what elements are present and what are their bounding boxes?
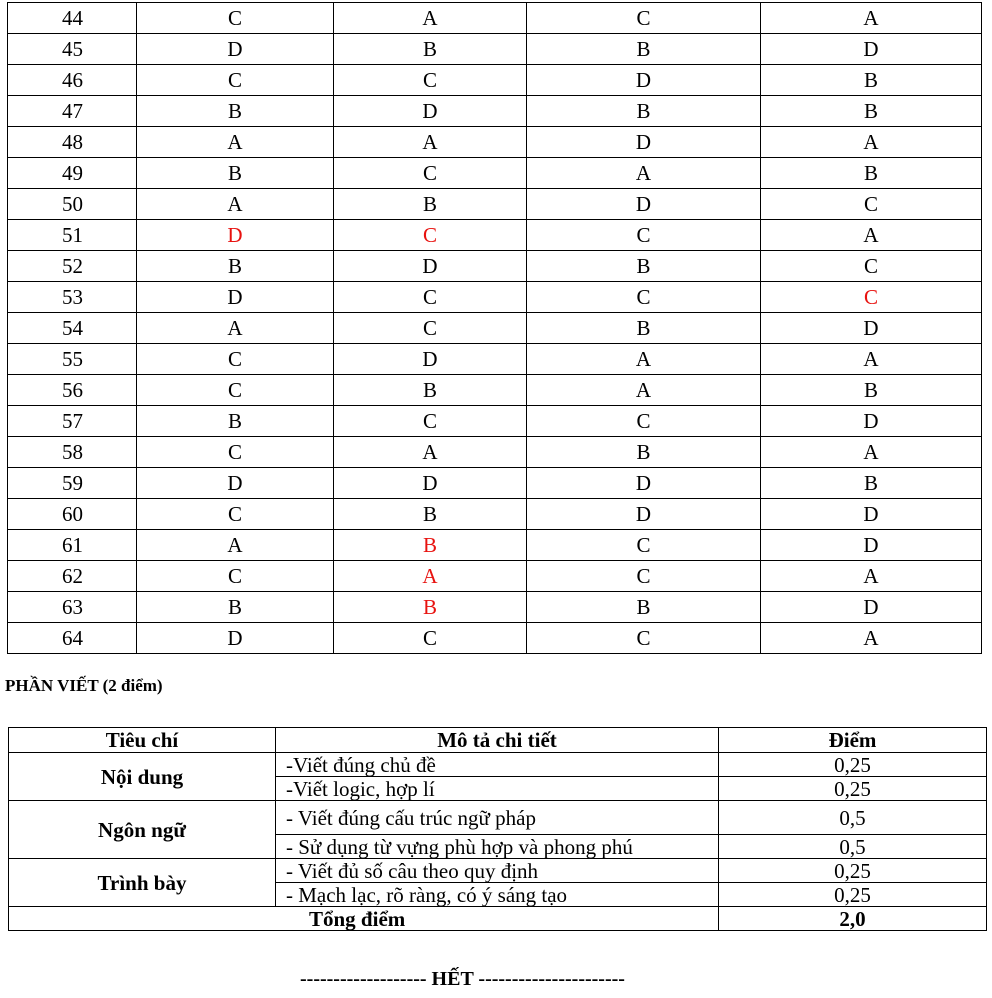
answer-cell: B [334, 375, 527, 406]
answer-cell: D [761, 313, 982, 344]
question-number: 52 [8, 251, 137, 282]
answer-cell: B [527, 592, 761, 623]
answer-cell: B [527, 96, 761, 127]
answer-cell: A [527, 158, 761, 189]
answer-cell: B [334, 499, 527, 530]
answer-cell: C [334, 623, 527, 654]
answer-cell: D [761, 406, 982, 437]
answer-key-body [8, 3, 982, 654]
question-number: 62 [8, 561, 137, 592]
answer-cell: B [761, 468, 982, 499]
scoring-rubric-table [8, 727, 987, 931]
answer-cell: C [137, 65, 334, 96]
rubric-row [9, 753, 987, 777]
question-number: 61 [8, 530, 137, 561]
answer-cell: B [527, 313, 761, 344]
question-number: 59 [8, 468, 137, 499]
answer-cell: B [761, 158, 982, 189]
answer-cell: C [137, 437, 334, 468]
answer-cell: D [761, 530, 982, 561]
criterion-label: Trình bày [9, 859, 276, 907]
criterion-label: Ngôn ngữ [9, 801, 276, 859]
answer-cell: D [761, 34, 982, 65]
answer-cell: C [334, 158, 527, 189]
answer-row [8, 251, 982, 282]
criterion-description: - Viết đúng cấu trúc ngữ pháp [276, 801, 719, 835]
answer-cell: B [527, 437, 761, 468]
criterion-description: - Sử dụng từ vựng phù hợp và phong phú [276, 835, 719, 859]
answer-cell: B [527, 34, 761, 65]
answer-cell: C [527, 282, 761, 313]
criterion-points: 0,25 [719, 883, 987, 907]
answer-cell: C [334, 220, 527, 251]
answer-row [8, 127, 982, 158]
answer-cell: B [137, 158, 334, 189]
answer-cell: B [761, 65, 982, 96]
answer-row [8, 561, 982, 592]
answer-row [8, 3, 982, 34]
answer-cell: B [334, 189, 527, 220]
question-number: 54 [8, 313, 137, 344]
answer-cell: B [334, 592, 527, 623]
answer-row [8, 282, 982, 313]
answer-cell: D [527, 499, 761, 530]
answer-cell: C [761, 251, 982, 282]
answer-cell: A [761, 561, 982, 592]
question-number: 64 [8, 623, 137, 654]
answer-cell: A [761, 437, 982, 468]
answer-cell: B [334, 530, 527, 561]
answer-cell: A [334, 561, 527, 592]
answer-cell: B [334, 34, 527, 65]
answer-cell: C [137, 375, 334, 406]
answer-cell: B [137, 592, 334, 623]
answer-cell: B [761, 375, 982, 406]
answer-row [8, 189, 982, 220]
answer-cell: D [527, 189, 761, 220]
question-number: 53 [8, 282, 137, 313]
answer-cell: A [137, 313, 334, 344]
criterion-description: - Mạch lạc, rõ ràng, có ý sáng tạo [276, 883, 719, 907]
answer-cell: C [527, 623, 761, 654]
answer-cell: D [137, 282, 334, 313]
rubric-header-row [9, 728, 987, 753]
answer-row [8, 375, 982, 406]
answer-cell: C [137, 561, 334, 592]
answer-cell: C [137, 499, 334, 530]
criterion-description: -Viết đúng chủ đề [276, 753, 719, 777]
question-number: 45 [8, 34, 137, 65]
answer-row [8, 623, 982, 654]
answer-row [8, 499, 982, 530]
answer-row [8, 344, 982, 375]
answer-cell: A [527, 344, 761, 375]
answer-cell: C [527, 406, 761, 437]
answer-cell: C [527, 561, 761, 592]
answer-cell: B [137, 96, 334, 127]
question-number: 49 [8, 158, 137, 189]
criterion-description: - Viết đủ số câu theo quy định [276, 859, 719, 883]
question-number: 57 [8, 406, 137, 437]
answer-row [8, 437, 982, 468]
description-header: Mô tả chi tiết [276, 728, 719, 753]
answer-cell: A [137, 127, 334, 158]
writing-section-heading: PHẦN VIẾT (2 điểm) [5, 676, 163, 695]
answer-cell: A [761, 3, 982, 34]
answer-cell: D [527, 127, 761, 158]
answer-cell: D [761, 592, 982, 623]
question-number: 58 [8, 437, 137, 468]
answer-row [8, 34, 982, 65]
total-points: 2,0 [719, 907, 987, 931]
criterion-points: 0,25 [719, 859, 987, 883]
answer-cell: C [137, 344, 334, 375]
rubric-body [9, 753, 987, 931]
answer-row [8, 220, 982, 251]
question-number: 60 [8, 499, 137, 530]
points-header: Điểm [719, 728, 987, 753]
answer-cell: A [334, 3, 527, 34]
answer-cell: C [527, 220, 761, 251]
answer-cell: D [137, 34, 334, 65]
answer-cell: A [761, 344, 982, 375]
criterion-label: Nội dung [9, 753, 276, 801]
answer-cell: D [761, 499, 982, 530]
criterion-points: 0,5 [719, 835, 987, 859]
criterion-points: 0,25 [719, 753, 987, 777]
answer-cell: A [761, 623, 982, 654]
answer-cell: C [334, 313, 527, 344]
answer-row [8, 468, 982, 499]
answer-cell: D [137, 220, 334, 251]
end-marker: ------------------- HẾT ---------------------- [300, 968, 625, 990]
rubric-row [9, 859, 987, 883]
question-number: 47 [8, 96, 137, 127]
answer-cell: B [761, 96, 982, 127]
answer-cell: C [527, 530, 761, 561]
answer-cell: A [137, 530, 334, 561]
answer-cell: A [761, 127, 982, 158]
answer-row [8, 65, 982, 96]
total-label: Tổng điểm [9, 907, 719, 931]
answer-cell: A [761, 220, 982, 251]
answer-cell: D [334, 251, 527, 282]
question-number: 48 [8, 127, 137, 158]
answer-key-table [7, 2, 982, 654]
answer-cell: A [527, 375, 761, 406]
answer-cell: D [334, 96, 527, 127]
answer-cell: B [527, 251, 761, 282]
answer-cell: A [334, 127, 527, 158]
answer-cell: D [334, 468, 527, 499]
criterion-points: 0,25 [719, 777, 987, 801]
answer-row [8, 530, 982, 561]
answer-row [8, 313, 982, 344]
question-number: 44 [8, 3, 137, 34]
criteria-header: Tiêu chí [9, 728, 276, 753]
rubric-total-row [9, 907, 987, 931]
question-number: 56 [8, 375, 137, 406]
answer-cell: C [334, 65, 527, 96]
criterion-description: -Viết logic, hợp lí [276, 777, 719, 801]
answer-cell: C [137, 3, 334, 34]
answer-row [8, 592, 982, 623]
answer-cell: D [334, 344, 527, 375]
answer-row [8, 158, 982, 189]
question-number: 51 [8, 220, 137, 251]
answer-cell: B [137, 406, 334, 437]
answer-row [8, 96, 982, 127]
answer-cell: C [334, 406, 527, 437]
answer-cell: C [761, 282, 982, 313]
answer-cell: C [761, 189, 982, 220]
question-number: 63 [8, 592, 137, 623]
rubric-row [9, 801, 987, 835]
answer-cell: A [137, 189, 334, 220]
question-number: 55 [8, 344, 137, 375]
answer-cell: D [527, 65, 761, 96]
answer-cell: A [334, 437, 527, 468]
answer-row [8, 406, 982, 437]
answer-cell: C [334, 282, 527, 313]
question-number: 50 [8, 189, 137, 220]
question-number: 46 [8, 65, 137, 96]
criterion-points: 0,5 [719, 801, 987, 835]
answer-cell: D [137, 623, 334, 654]
answer-cell: C [527, 3, 761, 34]
answer-cell: D [527, 468, 761, 499]
answer-cell: D [137, 468, 334, 499]
answer-cell: B [137, 251, 334, 282]
